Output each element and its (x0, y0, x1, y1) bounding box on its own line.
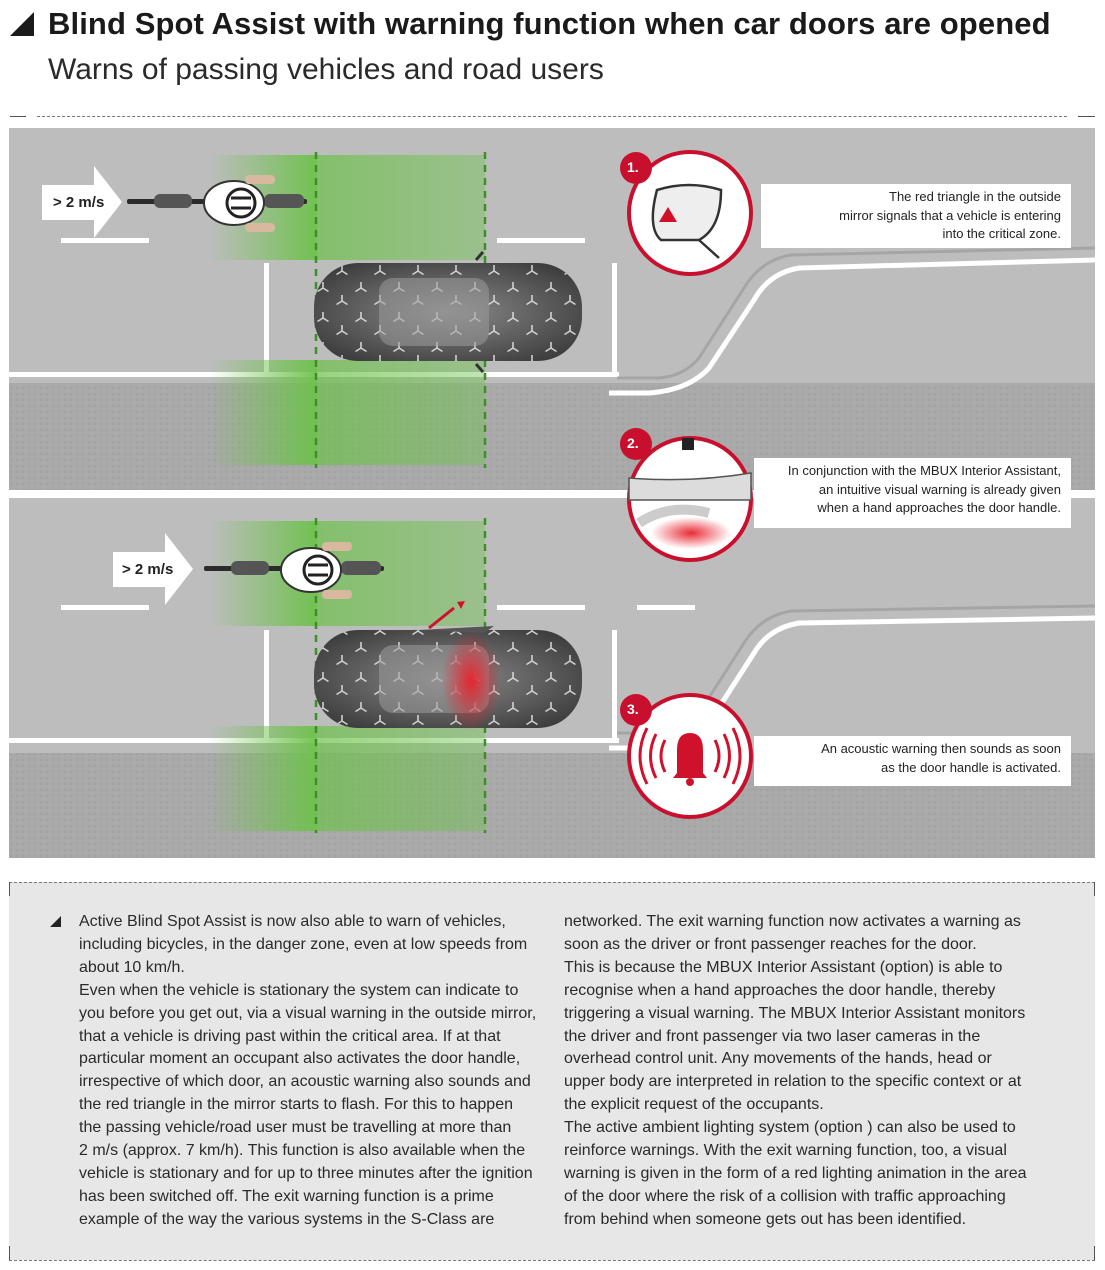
info-text-line: including bicycles, in the danger zone, even at low speeds from (79, 935, 528, 953)
corner-mark (1094, 1246, 1095, 1260)
divider (10, 116, 26, 117)
info-text-line: of the door where the risk of a collision with traffic approaching (564, 1187, 1006, 1205)
info-text-line: recognise when a hand approaches the door handle, thereby (564, 981, 996, 999)
step-1-callout (761, 184, 1071, 248)
callout-line: mirror signals that a vehicle is entering (839, 207, 1061, 223)
info-text-line: upper body are interpreted in relation to the specific context or at (564, 1073, 1022, 1091)
info-text-line: the red triangle in the mirror starts to flash. For this to happen (79, 1096, 513, 1114)
info-text-line: soon as the driver or front passenger reaches for the door. (564, 935, 977, 953)
title-triangle-icon (10, 12, 34, 36)
info-text-line: irrespective of which door, an acoustic warning also sounds and (79, 1073, 531, 1091)
callout-line: an intuitive visual warning is already given (818, 481, 1061, 497)
callout-line: An acoustic warning then sounds as soon (821, 741, 1061, 756)
info-text-line: from behind when someone gets out has been identified. (564, 1210, 967, 1228)
divider (9, 1260, 1095, 1261)
step-3-number: 3. (627, 701, 639, 717)
info-text-line: The active ambient lighting system (option ) can also be used to (564, 1119, 1016, 1137)
callout-line: into the critical zone. (942, 226, 1061, 241)
info-text-line: reinforce warnings. With the exit warning function, too, a visual (564, 1142, 1007, 1160)
corner-mark (1094, 882, 1095, 896)
divider (1078, 116, 1095, 117)
info-text-line: Even when the vehicle is stationary the system can indicate to (79, 981, 519, 999)
info-text-line: triggering a visual warning. The MBUX Interior Assistant monitors (564, 1004, 1026, 1022)
bullet-triangle-icon (50, 916, 61, 927)
info-text-line: you before you get out, via a visual warning in the outside mirror, (79, 1004, 537, 1022)
divider (37, 116, 1067, 117)
info-text-line: example of the way the various systems in the S-Class are (79, 1210, 495, 1228)
scene-illustration (9, 128, 1095, 858)
info-text-line: that a vehicle is driving past within the critical area. If at that (79, 1027, 501, 1045)
info-column-right (564, 911, 1064, 1232)
info-text-line: the driver and front passenger via two laser cameras in the (564, 1027, 981, 1045)
info-text-line: vehicle is stationary and for up to three minutes after the ignition (79, 1164, 533, 1182)
info-column-left (79, 911, 549, 1232)
callout-line: when a hand approaches the door handle. (817, 500, 1061, 515)
info-text-line: particular moment an occupant also activates the door handle, (79, 1050, 521, 1068)
speed-label-bottom: > 2 m/s (122, 561, 174, 578)
info-text-line: the explicit request of the occupants. (564, 1096, 824, 1114)
info-text-line: Active Blind Spot Assist is now also able to warn of vehicles, (79, 913, 506, 930)
divider (9, 882, 1095, 883)
info-text-line: This is because the MBUX Interior Assistant (option) is able to (564, 958, 1003, 976)
step-2-number: 2. (627, 435, 639, 451)
info-text-line: warning is given in the form of a red lighting animation in the area (564, 1164, 1027, 1182)
info-text-line: overhead control unit. Any movements of the hands, head or (564, 1050, 992, 1068)
step-1-number: 1. (627, 159, 639, 175)
page-title: Blind Spot Assist with warning function when car doors are opened (48, 6, 1051, 41)
car-top (314, 252, 582, 372)
header (0, 0, 1105, 110)
step-3-callout (754, 736, 1071, 786)
info-text-line: networked. The exit warning function now activates a warning as (564, 913, 1021, 930)
corner-mark (9, 1246, 10, 1260)
step-2-callout (754, 458, 1071, 528)
info-text-line: about 10 km/h. (79, 958, 185, 976)
corner-mark (9, 882, 10, 896)
page-subtitle: Warns of passing vehicles and road users (48, 53, 604, 86)
callout-line: as the door handle is activated. (881, 759, 1061, 775)
callout-line: The red triangle in the outside (889, 189, 1061, 204)
info-text-line: the passing vehicle/road user must be travelling at more than (79, 1119, 512, 1137)
info-text-line: 2 m/s (approx. 7 km/h). This function is also available when the (79, 1142, 526, 1160)
info-text-line: has been switched off. The exit warning function is a prime (79, 1187, 494, 1205)
callout-line: In conjunction with the MBUX Interior Assistant, (787, 463, 1061, 478)
speed-label-top: > 2 m/s (53, 194, 105, 211)
